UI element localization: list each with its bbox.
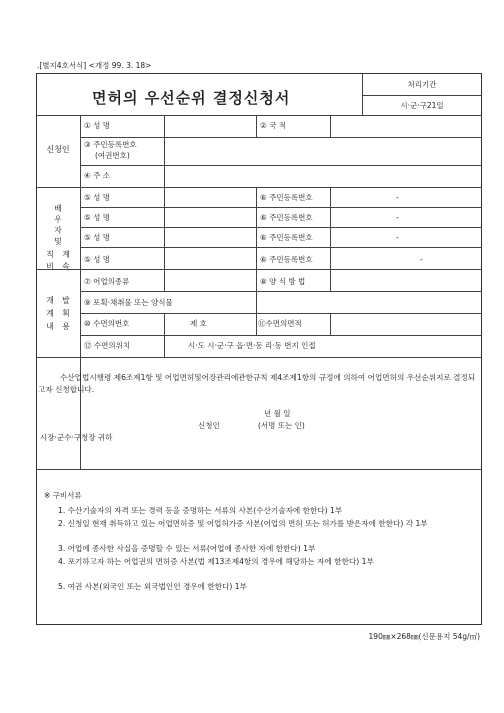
aquaculture-method-label: ⑧ 양 식 방 법	[260, 277, 306, 286]
water-number-label: ⑩ 수면의번호	[84, 319, 130, 328]
spouse-rrn-value: -	[396, 193, 399, 202]
applicant-address-field[interactable]	[166, 167, 480, 185]
spouse-name-field[interactable]	[166, 249, 254, 267]
name-label: ① 성 명	[84, 121, 110, 130]
spouse-rrn-value: -	[396, 213, 399, 222]
water-location-label: ⑫ 수면의위치	[84, 341, 131, 350]
attachments-heading: ※ 구비서류	[44, 491, 82, 500]
date-line: 년 월 일	[264, 409, 291, 418]
signature-note: (서명 또는 인)	[258, 421, 305, 430]
rrn-label: ③ 주민등록번호	[84, 140, 137, 149]
spouse-name-field[interactable]	[166, 229, 254, 245]
spouse-name-field[interactable]	[166, 189, 254, 205]
fishery-type-field[interactable]	[166, 271, 254, 289]
applicant-signature-label: 신청인	[198, 421, 220, 430]
nationality-label: ② 국 적	[260, 121, 286, 130]
applicant-section-label: 신청인	[46, 145, 70, 154]
processing-period-value: 시·군·구21일	[400, 101, 444, 110]
spouse-rrn-label: ⑥ 주민등록번호	[260, 233, 313, 242]
processing-period-label: 처리기간	[407, 80, 437, 89]
spouse-rrn-label: ⑥ 주민등록번호	[260, 193, 313, 202]
water-area-label: ⑪수면의면적	[258, 319, 302, 328]
spouse-rrn-label: ⑥ 주민등록번호	[260, 213, 313, 222]
aquaculture-method-field[interactable]	[332, 271, 480, 289]
paper-spec: 190㎜×268㎜(신문용지 54g/㎡)	[368, 632, 480, 641]
applicant-signature-field[interactable]	[226, 419, 256, 431]
declaration-text: 수산업법시행령 제6조제1항 및 어업면허및어장관리에관한규칙 제4조제1항의 규정에 의하여 어업면허의 우선순위지로 결정되고자 신청합니다.	[38, 373, 476, 394]
recipient: 시장·군수·구청장 귀하	[40, 433, 113, 442]
spouse-name-label: ⑤ 성 명	[84, 255, 110, 264]
spouse-name-field[interactable]	[166, 209, 254, 225]
attachment-item: 5. 여권 사본(외국인 또는 외국법인인 경우에 한한다) 1부	[58, 582, 247, 591]
applicant-name-field[interactable]	[166, 117, 254, 135]
nationality-field[interactable]	[332, 117, 480, 135]
spouse-name-label: ⑤ 성 명	[84, 213, 110, 222]
passport-number-label: (여권번호)	[95, 151, 130, 160]
address-label: ④ 주 소	[84, 171, 110, 180]
water-area-field[interactable]	[332, 315, 480, 333]
catch-species-label: ⑨ 포획·채취물 또는 양식물	[84, 298, 173, 307]
applicant-rrn-field[interactable]	[166, 139, 480, 163]
form-title: 면허의 우선순위 결정신청서	[92, 89, 291, 107]
attachment-item: 3. 어업에 종사한 사실을 증명할 수 있는 서류(어업에 종사한 자에 한한다) 1부	[58, 544, 316, 553]
water-location-value: 시·도 시·군·구 읍·면·동 리·동 번지 인접	[188, 341, 316, 350]
water-number-value: 제 호	[190, 319, 207, 328]
spouse-rrn-value: -	[396, 233, 399, 242]
attachment-item: 2. 신청일 현재 취득하고 있는 어업면허증 및 어업허가증 사본(어업의 면허 또는 허가를 받은자에 한한다) 각 1부	[58, 519, 428, 528]
spouse-rrn-value: -	[420, 255, 423, 264]
spouse-name-label: ⑤ 성 명	[84, 193, 110, 202]
catch-species-field[interactable]	[258, 293, 480, 311]
spouse-rrn-label: ⑥ 주민등록번호	[260, 255, 313, 264]
form-number-note: .[별지4호서식] <개정 99. 3. 18>	[37, 61, 152, 70]
attachment-item: 4. 포기하고자 하는 어업권의 면허증 사본(법 제13조제4항의 경우에 해당하는 자에 한한다) 1부	[58, 557, 374, 566]
spouse-name-label: ⑤ 성 명	[84, 233, 110, 242]
fishery-type-label: ⑦ 어업의종류	[84, 277, 130, 286]
attachment-item: 1. 수산기술자의 자격 또는 경력 등을 증명하는 서류의 사본(수산기술자에 한한다) 1부	[58, 506, 343, 515]
